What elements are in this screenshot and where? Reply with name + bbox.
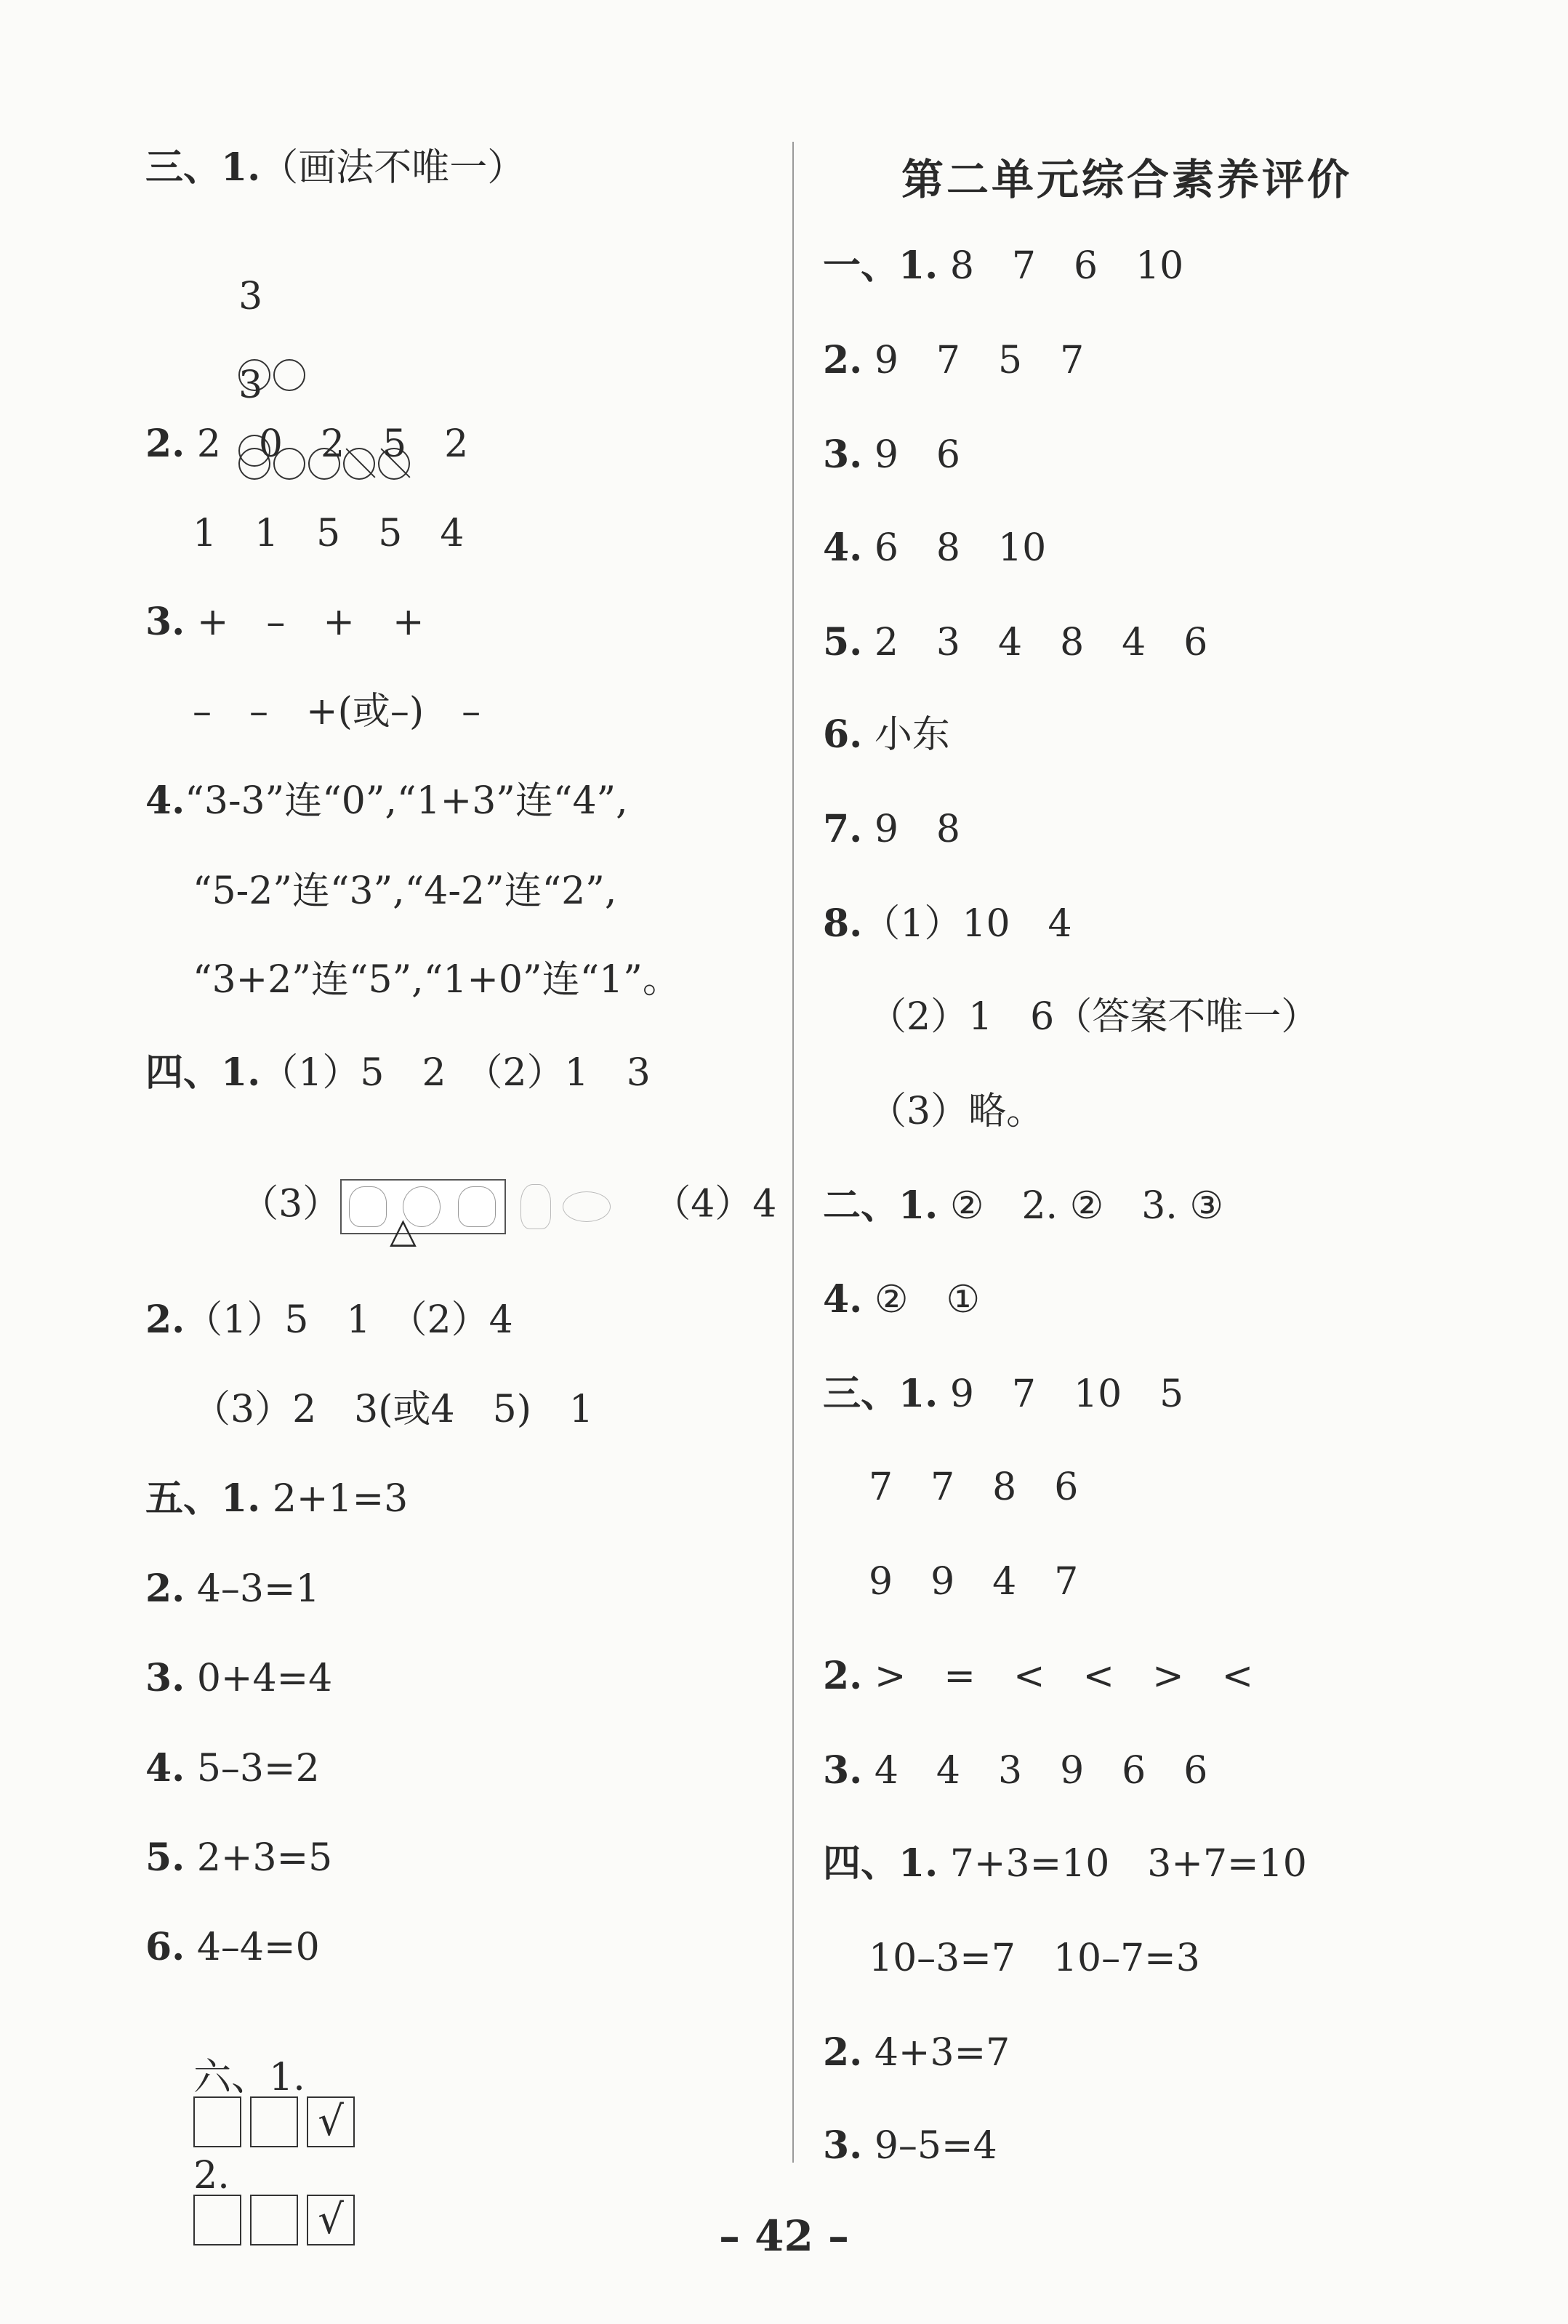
item-label: （3） <box>241 1182 341 1226</box>
r-section-4-q1-row2: 10–3=7 10–7=3 <box>869 1937 1200 1980</box>
column-divider <box>792 142 794 2163</box>
r-section-3-q3: 3. 4 4 3 9 6 6 <box>823 1748 1208 1793</box>
section-5-q5: 5. 2+3=5 <box>145 1836 333 1880</box>
r-section-1-q2: 2. 9 7 5 7 <box>823 338 1085 382</box>
check-box: √ <box>307 2096 355 2147</box>
section-3-q1: 三、1.（画法不唯一） <box>145 145 526 190</box>
r-section-1-q8-row3: （3）略。 <box>869 1090 1045 1133</box>
unit-title: 第二单元综合素养评价 <box>901 155 1353 204</box>
cat-icon <box>349 1186 387 1227</box>
section-5-q6: 6. 4–4=0 <box>145 1925 320 1969</box>
section-3-q3-row2: – – +(或–) – <box>193 690 481 733</box>
item-label: 2. <box>193 2154 230 2198</box>
r-section-4-q2: 2. 4+3=7 <box>823 2030 1010 2075</box>
section-3-q2-row1: 2. 2 0 2 5 2 <box>145 422 469 466</box>
section-3-q4-row3: “3+2”连“5”,“1+0”连“1”。 <box>193 958 680 1002</box>
section-5-q3: 3. 0+4=4 <box>145 1656 333 1700</box>
page-number: – 42 – <box>718 2211 850 2261</box>
monkey-icon <box>458 1186 496 1227</box>
section-5-q2: 2. 4–3=1 <box>145 1567 320 1611</box>
r-section-1-q4: 4. 6 8 10 <box>823 526 1047 570</box>
r-section-4-q1-row1: 四、1. 7+3=10 3+7=10 <box>823 1841 1307 1886</box>
r-section-1-q6: 6. 小东 <box>823 712 950 757</box>
r-section-3-q2: 2. > = < < > < <box>823 1654 1254 1698</box>
r-section-2-row1: 二、1. ② 2. ② 3. ③ <box>823 1183 1223 1228</box>
row-number: 3 <box>238 275 263 318</box>
rabbit-icon <box>520 1184 551 1229</box>
r-section-1-q8-row1: 8.（1）10 4 <box>823 901 1072 946</box>
r-section-1-q8-row2: （2）1 6（答案不唯一） <box>869 995 1319 1039</box>
section-3-q3-row1: 3. + – + + <box>145 600 425 644</box>
section-3-q4-row2: “5-2”连“3”,“4-2”连“2”, <box>193 869 617 913</box>
section-5-q4: 4. 5–3=2 <box>145 1746 320 1790</box>
r-section-4-q3: 3. 9–5=4 <box>823 2123 997 2168</box>
section-3-q2-row2: 1 1 5 5 4 <box>193 512 465 555</box>
section-5-q1: 五、1. 2+1=3 <box>145 1476 409 1521</box>
animal-picture-box <box>340 1179 506 1234</box>
section-4-q1-row2 <box>193 1141 776 1272</box>
check-box: √ <box>307 2195 355 2245</box>
r-section-1-q5: 5. 2 3 4 8 4 6 <box>823 620 1208 664</box>
cat-lying-icon <box>563 1191 611 1222</box>
item-answer: （4）4 <box>653 1182 777 1226</box>
r-section-3-q1-row2: 7 7 8 6 <box>869 1465 1079 1509</box>
r-section-1-q3: 3. 9 6 <box>823 433 960 477</box>
section-4-q2-row1: 2.（1）5 1 （2）4 <box>145 1298 513 1342</box>
section-4-q1-row1: 四、1.（1）5 2 （2）1 3 <box>145 1050 651 1095</box>
triangle-mark-icon: △ <box>390 1210 417 1251</box>
item-label: 六、1. <box>193 2056 305 2099</box>
r-section-2-row2: 4. ② ① <box>823 1277 981 1322</box>
r-section-1-q7: 7. 9 8 <box>823 807 960 851</box>
r-section-3-q1-row1: 三、1. 9 7 10 5 <box>823 1372 1184 1416</box>
r-section-1-q1: 一、1. 8 7 6 10 <box>823 244 1184 288</box>
row-number: 3 <box>238 363 263 407</box>
r-section-3-q1-row3: 9 9 4 7 <box>869 1560 1079 1604</box>
section-4-q2-row2: （3）2 3(或4 5) 1 <box>193 1388 594 1431</box>
section-3-q4-row1: 4.“3-3”连“0”,“1+3”连“4”, <box>145 779 628 823</box>
